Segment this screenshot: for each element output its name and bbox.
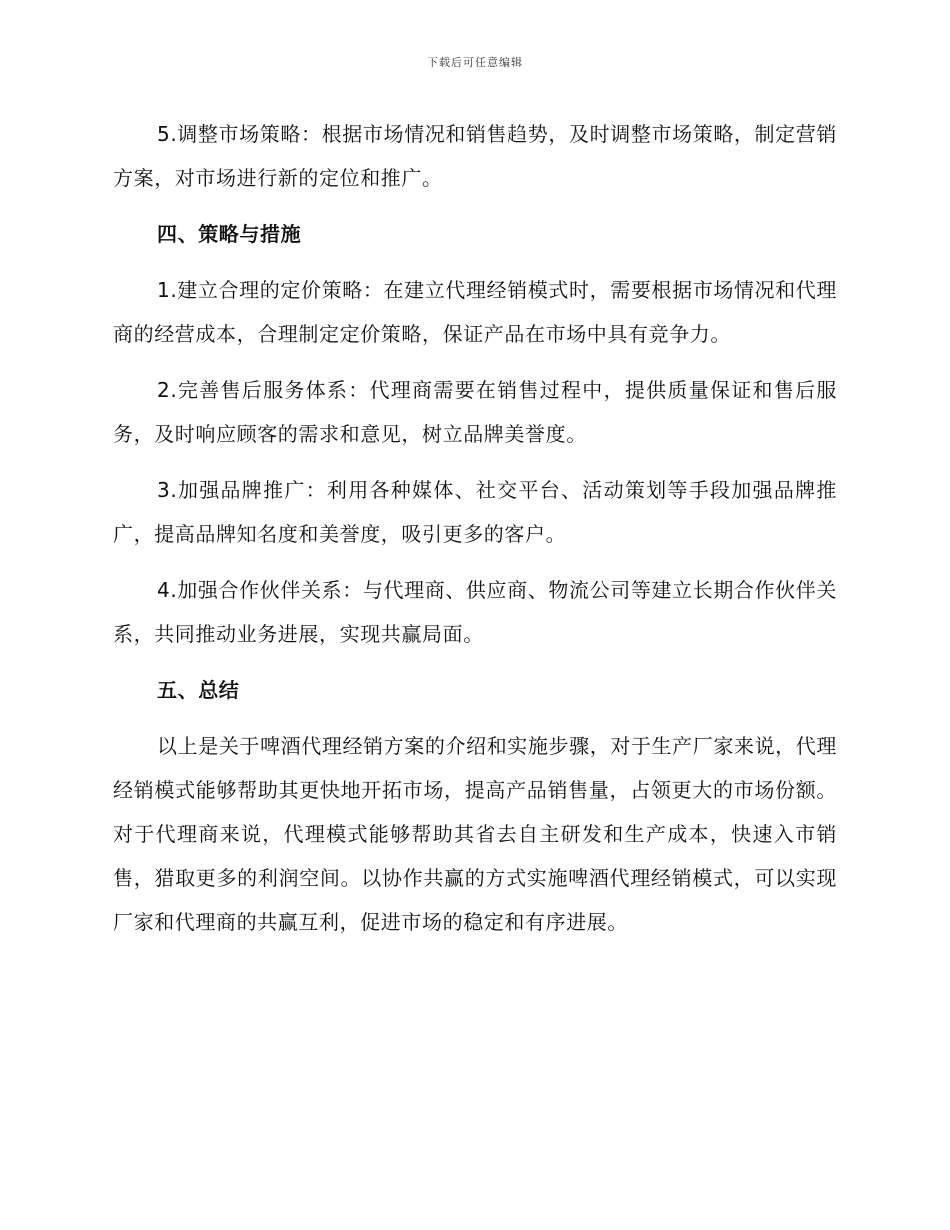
section-heading-4: 四、策略与措施 xyxy=(157,222,302,246)
section-heading-5: 五、总结 xyxy=(157,678,240,702)
paragraph-measure-4: 4.加强合作伙伴关系：与代理商、供应商、物流公司等建立长期合作伙伴关系，共同推动业务进展，实现共赢局面。 xyxy=(113,578,837,646)
paragraph-measure-3: 3.加强品牌推广：利用各种媒体、社交平台、活动策划等手段加强品牌推广，提高品牌知名度和美誉度，吸引更多的客户。 xyxy=(113,478,837,546)
paragraph-measure-1: 1.建立合理的定价策略：在建立代理经销模式时，需要根据市场情况和代理商的经营成本，合理制定定价策略，保证产品在市场中具有竞争力。 xyxy=(113,278,837,346)
paragraph-strategy-5: 5.调整市场策略：根据市场情况和销售趋势，及时调整市场策略，制定营销方案，对市场进行新的定位和推广。 xyxy=(113,122,837,190)
document-body xyxy=(113,112,837,944)
header-note: 下载后可任意编辑 xyxy=(427,56,523,69)
paragraph-measure-2: 2.完善售后服务体系：代理商需要在销售过程中，提供质量保证和售后服务，及时响应顾客的需求和意见，树立品牌美誉度。 xyxy=(113,378,837,446)
paragraph-summary: 以上是关于啤酒代理经销方案的介绍和实施步骤，对于生产厂家来说，代理经销模式能够帮助其更快地开拓市场，提高产品销售量，占领更大的市场份额。对于代理商来说，代理模式能够帮助其省去自主研发和生产成本，快速入市销售，猎取更多的利润空间。以协作共赢的方式实施啤酒代理经销模式，可以实现厂家和代理商的共赢互利，促进市场的稳定和有序进展。 xyxy=(113,734,837,934)
